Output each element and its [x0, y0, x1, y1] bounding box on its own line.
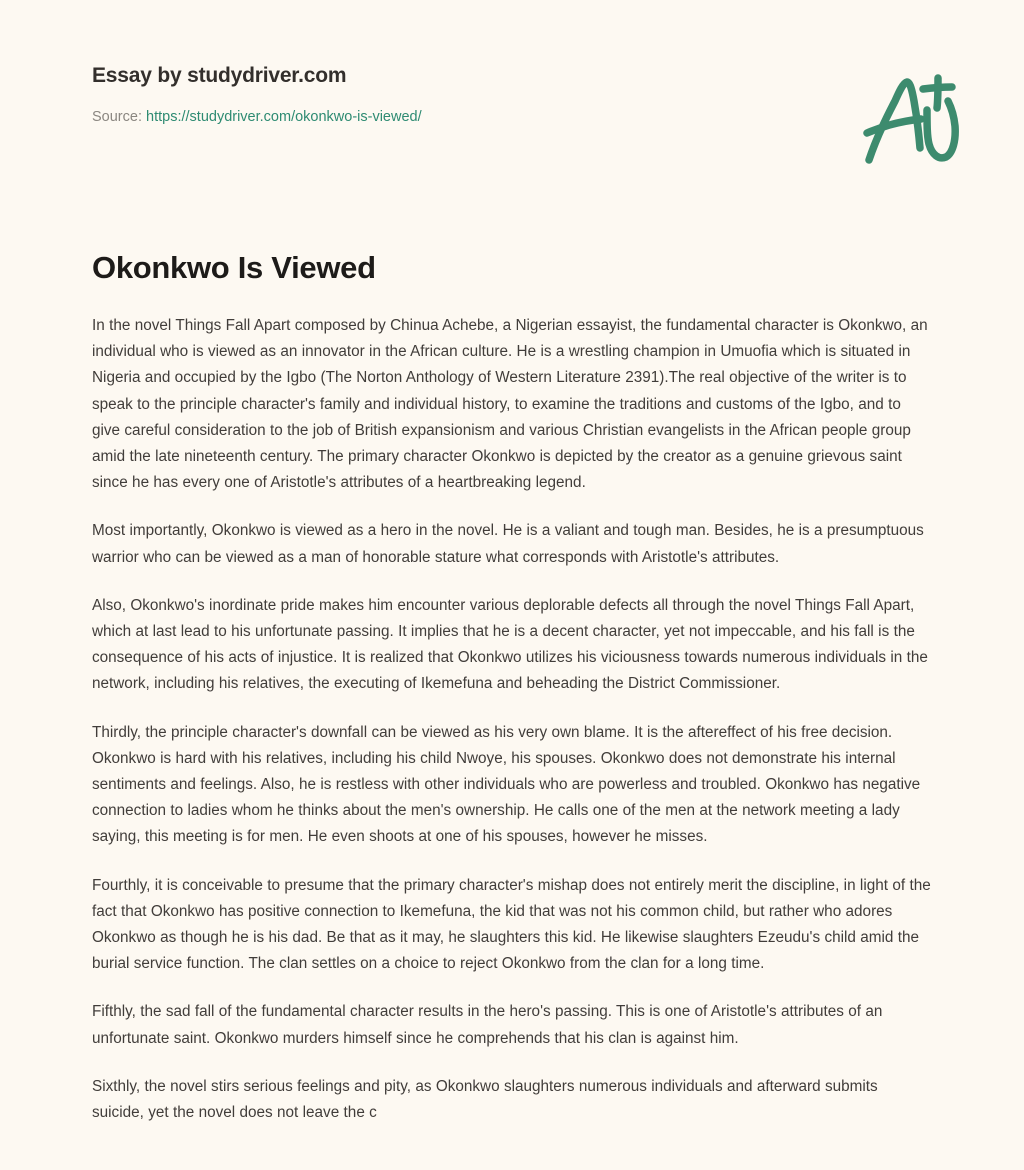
source-url-link[interactable]: https://studydriver.com/okonkwo-is-viewed/ — [146, 109, 422, 125]
brand-title: Essay by studydriver.com — [92, 64, 347, 87]
page-title: Okonkwo Is Viewed — [92, 250, 376, 285]
essay-body — [92, 313, 932, 1126]
source-label: Source: — [92, 109, 142, 125]
paragraph: Fourthly, it is conceivable to presume that the primary character's mishap does not entirely merit the discipline, in light of the fact that Okonkwo has positive connection to Ikemefuna, the kid that was not his common child, but rather who adores Okonkwo as though he is his dad. Be that as it may, he slaughters this kid. He likewise slaughters Ezeudu's child amid the burial service function. The clan settles on a choice to reject Okonkwo from the clan for a long time. — [92, 876, 931, 973]
paragraph: In the novel Things Fall Apart composed by Chinua Achebe, a Nigerian essayist, the fundamental character is Okonkwo, an individual who is viewed as an innovator in the African culture. He is a wrestling champion in Umuofia which is situated in Nigeria and occupied by the Igbo (The Norton Anthology of Western Literature 2391).The real objective of the writer is to speak to the principle character's family and individual history, to examine the traditions and customs of the Igbo, and to give careful consideration to the job of British expansionism and various Christian evangelists in the African people group amid the late nineteenth century. The primary character Okonkwo is depicted by the creator as a genuine grievous saint since he has every one of Aristotle's attributes of a heartbreaking legend. — [92, 317, 928, 492]
source-line — [92, 107, 952, 127]
document-header — [92, 62, 952, 172]
a-plus-logo-icon — [855, 68, 965, 173]
paragraph: Fifthly, the sad fall of the fundamental character results in the hero's passing. This is one of Aristotle's attributes of an unfortunate saint. Okonkwo murders himself since he comprehends that his clan is against him. — [92, 1003, 883, 1047]
studydriver-logo — [855, 68, 965, 173]
paragraph: Also, Okonkwo's inordinate pride makes him encounter various deplorable defects all through the novel Things Fall Apart, which at last lead to his unfortunate passing. It implies that he is a decent character, yet not impeccable, and his fall is the consequence of his acts of injustice. It is realized that Okonkwo utilizes his viciousness towards numerous individuals in the network, including his relatives, the executing of Ikemefuna and beheading the District Commissioner. — [92, 596, 928, 693]
paragraph: Most importantly, Okonkwo is viewed as a hero in the novel. He is a valiant and tough man. Besides, he is a presumptuous warrior who can be viewed as a man of honorable stature what corresponds with Aristotle's attributes. — [92, 522, 924, 566]
paragraph: Thirdly, the principle character's downfall can be viewed as his very own blame. It is the aftereffect of his free decision. Okonkwo is hard with his relatives, including his child Nwoye, his spouses. Okonkwo does not demonstrate his internal sentiments and feelings. Also, he is restless with other individuals who are powerless and troubled. Okonkwo has negative connection to ladies whom he thinks about the men's ownership. He calls one of the men at the network meeting a lady saying, this meeting is for men. He even shoots at one of his spouses, however he misses. — [92, 723, 921, 846]
paragraph: Sixthly, the novel stirs serious feelings and pity, as Okonkwo slaughters numerous individuals and afterward submits suicide, yet the novel does not leave the c — [92, 1077, 878, 1122]
page-bottom-fade — [0, 1162, 1024, 1170]
